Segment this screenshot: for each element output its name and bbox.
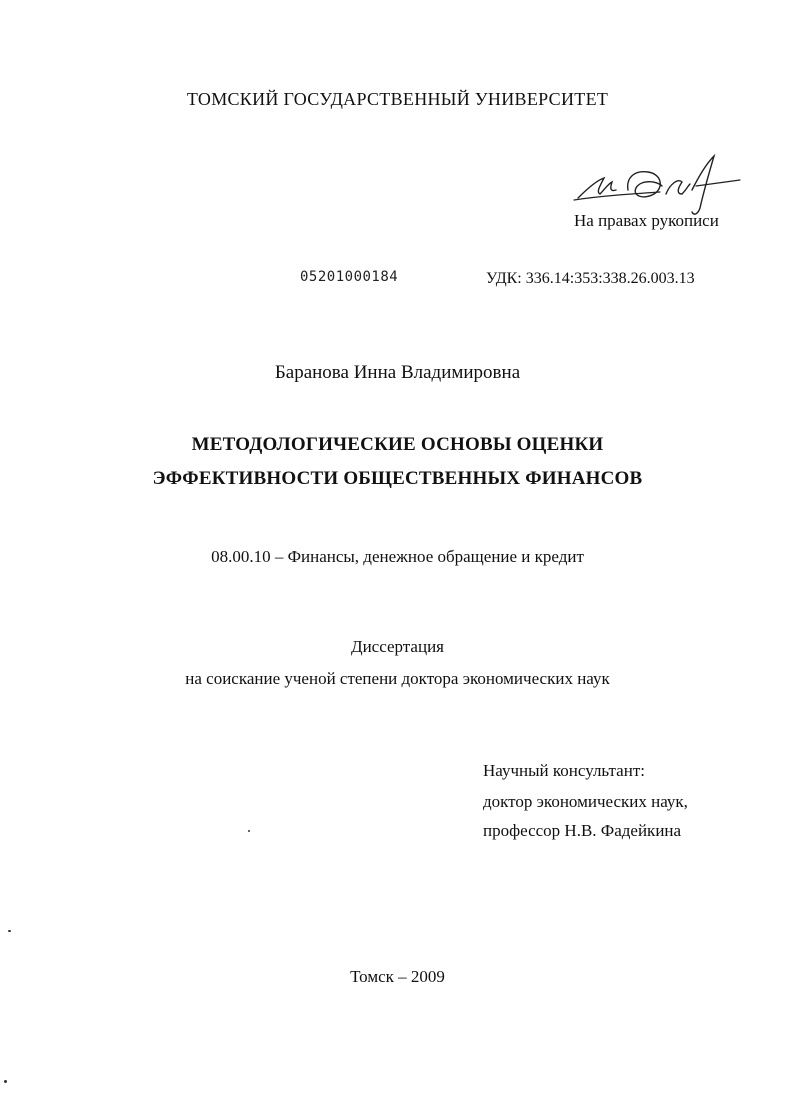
manuscript-note: На правах рукописи	[574, 211, 719, 230]
specialty-code: 08.00.10 – Финансы, денежное обращение и кредит	[211, 547, 584, 566]
scan-speck	[4, 1080, 7, 1083]
author-name: Баранова Инна Владимировна	[274, 362, 521, 383]
archive-stamp-number: 05201000184	[300, 269, 399, 285]
place-and-year: Томск – 2009	[350, 967, 445, 986]
degree-sought: на соискание ученой степени доктора экономических наук	[185, 669, 610, 688]
consultant-degree: доктор экономических наук,	[483, 792, 688, 811]
scan-speck	[248, 830, 250, 832]
scan-speck	[8, 930, 11, 932]
udc-code: УДК: 336.14:353:338.26.003.13	[486, 270, 695, 287]
consultant-label: Научный консультант:	[483, 761, 645, 780]
consultant-name: профессор Н.В. Фадейкина	[483, 821, 682, 840]
document-type: Диссертация	[350, 637, 444, 656]
university-name: ТОМСКИЙ ГОСУДАРСТВЕННЫЙ УНИВЕРСИТЕТ	[186, 89, 609, 109]
dissertation-title-line-1: МЕТОДОЛОГИЧЕСКИЕ ОСНОВЫ ОЦЕНКИ	[191, 434, 604, 455]
dissertation-title-line-2: ЭФФЕКТИВНОСТИ ОБЩЕСТВЕННЫХ ФИНАНСОВ	[152, 468, 643, 489]
